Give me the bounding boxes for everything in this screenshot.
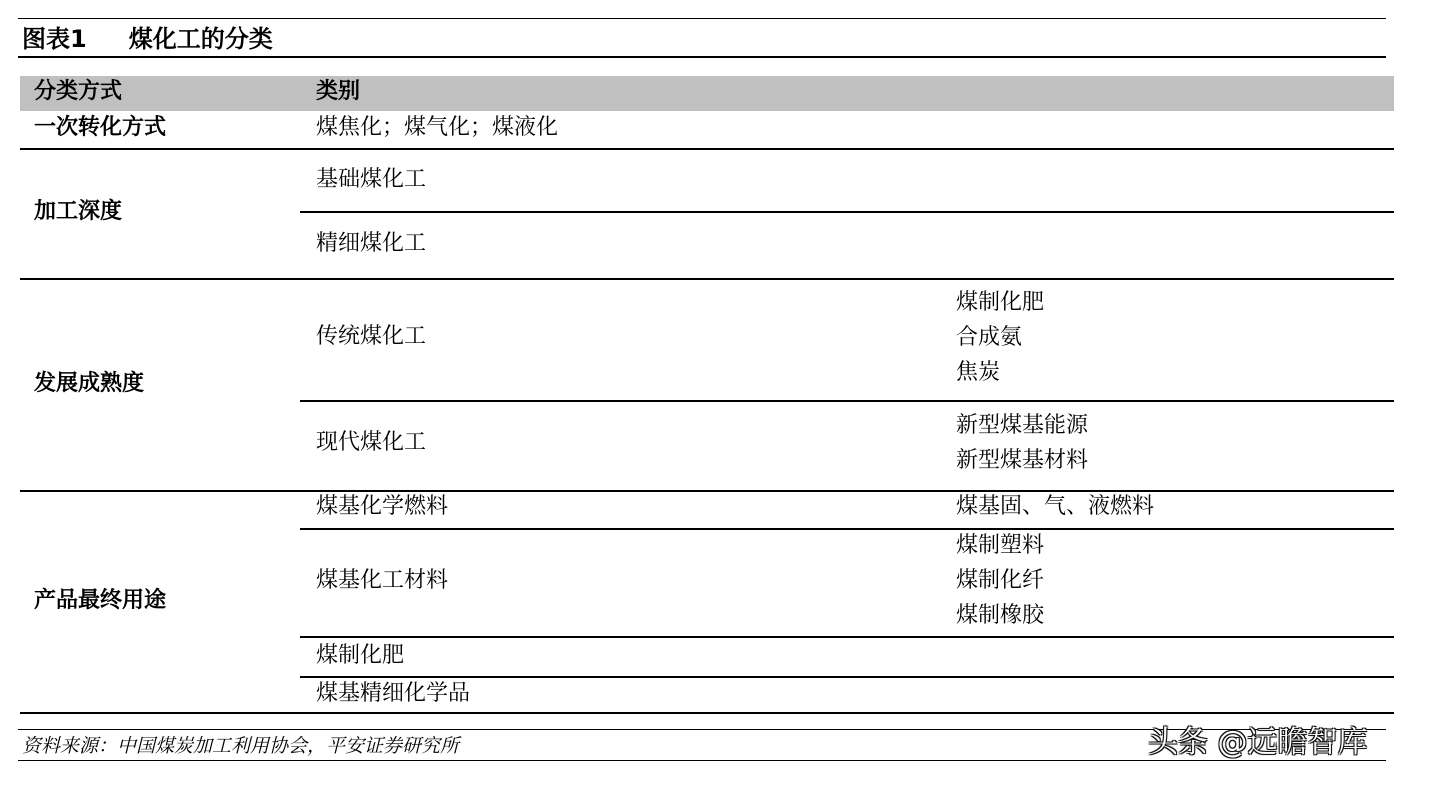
row-divider <box>20 278 1394 280</box>
sub-item: 煤制化纤 <box>956 568 1045 593</box>
item-modern-coal-chem: 现代煤化工 <box>316 430 427 455</box>
watermark: 头条 @远瞻智库 <box>1148 725 1368 760</box>
item-primary-conversion: 煤焦化；煤气化；煤液化 <box>316 115 559 140</box>
table-bottom-rule <box>20 712 1394 714</box>
item-coal-chemical-fuel: 煤基化学燃料 <box>316 494 449 519</box>
title-bottom-rule <box>18 56 1386 58</box>
sub-row-divider <box>300 211 1394 213</box>
row-divider <box>20 490 1394 492</box>
item-coal-chemical-material: 煤基化工材料 <box>316 568 449 593</box>
sub-row-divider <box>300 636 1394 638</box>
row-category-processing-depth: 加工深度 <box>34 199 123 224</box>
table-header-band <box>20 76 1394 111</box>
item-fine-coal-chem: 精细煤化工 <box>316 231 427 256</box>
header-category: 类别 <box>316 79 361 104</box>
sub-item: 新型煤基材料 <box>956 448 1089 473</box>
sub-item: 新型煤基能源 <box>956 413 1089 438</box>
sub-item: 煤制化肥 <box>956 290 1045 315</box>
item-traditional-coal-chem: 传统煤化工 <box>316 324 427 349</box>
sub-item: 煤制橡胶 <box>956 603 1045 628</box>
sub-item: 焦炭 <box>956 360 1001 385</box>
row-divider <box>20 148 1394 150</box>
row-category-maturity: 发展成熟度 <box>34 371 145 396</box>
item-coal-fertilizer: 煤制化肥 <box>316 643 405 668</box>
sub-item: 合成氨 <box>956 325 1023 350</box>
figure-title-text: 煤化工的分类 <box>128 25 273 53</box>
item-fine-chemicals: 煤基精细化学品 <box>316 681 471 706</box>
figure-number: 图表1 <box>22 25 87 53</box>
sub-row-divider <box>300 528 1394 530</box>
header-classification: 分类方式 <box>34 79 123 104</box>
sub-row-divider <box>300 676 1394 678</box>
figure-title <box>22 27 273 51</box>
sub-item: 煤制塑料 <box>956 533 1045 558</box>
sub-item: 煤基固、气、液燃料 <box>956 494 1155 519</box>
row-category-end-use: 产品最终用途 <box>34 588 167 613</box>
item-basic-coal-chem: 基础煤化工 <box>316 167 427 192</box>
source-note: 资料来源：中国煤炭加工利用协会，平安证券研究所 <box>22 735 460 757</box>
title-top-rule <box>18 18 1386 19</box>
sub-row-divider <box>300 400 1394 402</box>
row-category-primary-conversion: 一次转化方式 <box>34 115 167 140</box>
source-bottom-rule <box>18 760 1386 761</box>
